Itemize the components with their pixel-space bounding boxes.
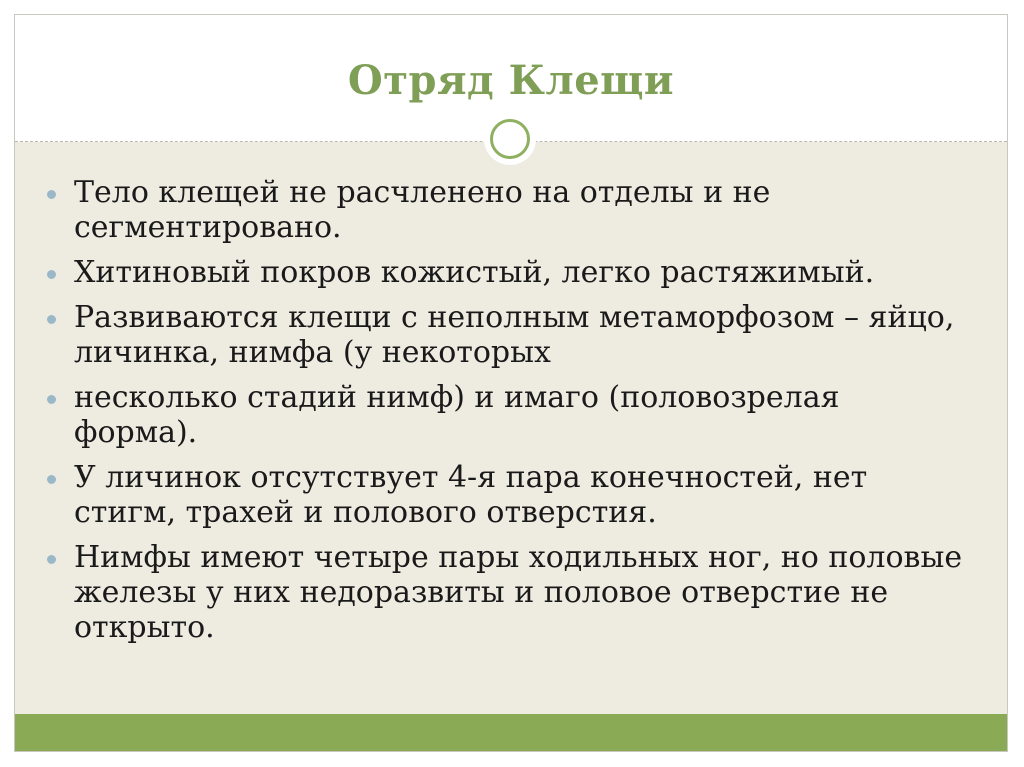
circle-ornament-icon bbox=[484, 113, 536, 165]
bullet-item bbox=[47, 175, 967, 245]
bullet-icon bbox=[47, 190, 56, 199]
bullet-item bbox=[47, 540, 967, 645]
slide bbox=[14, 14, 1008, 752]
bullet-icon bbox=[47, 315, 56, 324]
bullet-item bbox=[47, 300, 967, 370]
bullet-icon bbox=[47, 555, 56, 564]
bottom-accent-bar bbox=[15, 714, 1007, 751]
bullet-text: Тело клещей не расчленено на отделы и не сегментировано. bbox=[74, 175, 771, 245]
slide-title: Отряд Клещи bbox=[347, 57, 675, 104]
bullet-text: У личинок отсутствует 4-я пара конечностей, нет стигм, трахей и полового отверстия. bbox=[74, 460, 868, 530]
bullet-item bbox=[47, 380, 967, 450]
bullet-text: Хитиновый покров кожистый, легко растяжимый. bbox=[74, 255, 875, 290]
bullet-text: Развиваются клещи с неполным метаморфозом – яйцо, личинка, нимфа (у некоторых bbox=[74, 300, 955, 370]
bullet-icon bbox=[47, 475, 56, 484]
bullet-item bbox=[47, 460, 967, 530]
bullet-list bbox=[47, 175, 967, 655]
bullet-item bbox=[47, 255, 967, 290]
bullet-icon bbox=[47, 270, 56, 279]
bullet-icon bbox=[47, 395, 56, 404]
bullet-text: несколько стадий нимф) и имаго (половозрелая форма). bbox=[74, 380, 840, 450]
bullet-text: Нимфы имеют четыре пары ходильных ног, но половые железы у них недоразвиты и половое отверстие не открыто. bbox=[74, 540, 963, 645]
